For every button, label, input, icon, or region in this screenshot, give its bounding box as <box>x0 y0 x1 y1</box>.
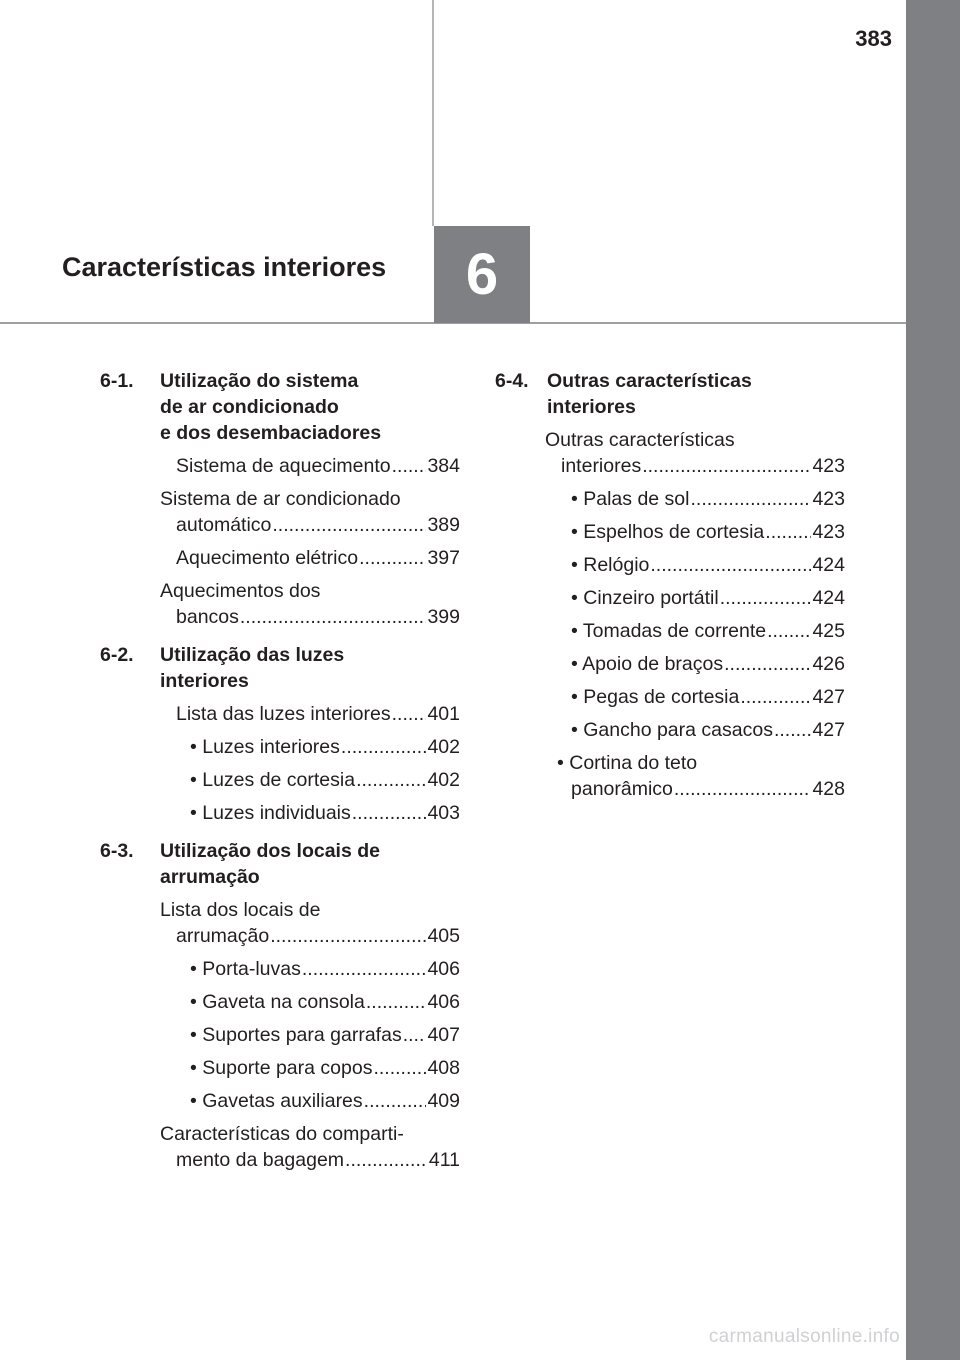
entry-page-number: 408 <box>427 1057 460 1079</box>
dot-leader <box>392 701 427 727</box>
vertical-divider <box>432 0 434 226</box>
dot-leader <box>302 956 427 982</box>
entry-label: • Luzes de cortesia <box>190 769 356 791</box>
toc-subentry[interactable] <box>495 717 845 743</box>
dot-leader <box>240 604 427 630</box>
entry-leader-row <box>176 453 460 479</box>
entry-label: bancos <box>176 606 239 628</box>
entry-page-number: 424 <box>812 587 845 609</box>
entry-label: automático <box>176 514 272 536</box>
entry-page-number: 401 <box>427 703 460 725</box>
section-number: 6-4. <box>495 370 529 392</box>
dot-leader <box>642 453 811 479</box>
entry-label: Sistema de aquecimento <box>176 455 391 477</box>
toc-entry[interactable] <box>100 453 460 479</box>
entry-line: Aquecimentos dos <box>160 580 321 602</box>
toc-entry[interactable] <box>495 427 845 479</box>
entry-label: • Gavetas auxiliares <box>190 1090 363 1112</box>
toc-subentry[interactable] <box>100 956 460 982</box>
section-title-line: de ar condicionado <box>160 396 339 418</box>
toc-entry[interactable] <box>100 1121 460 1173</box>
entry-leader-row <box>571 519 845 545</box>
entry-page-number: 426 <box>812 653 845 675</box>
dot-leader <box>724 651 811 677</box>
entry-label: • Porta-luvas <box>190 958 301 980</box>
section-number: 6-2. <box>100 644 134 666</box>
entry-page-number: 405 <box>427 925 460 947</box>
toc-subentry[interactable] <box>100 1088 460 1114</box>
toc-column-left <box>100 368 460 1173</box>
dot-leader <box>272 512 426 538</box>
entry-page-number: 423 <box>812 521 845 543</box>
entry-label: • Tomadas de corrente <box>571 620 767 642</box>
toc-entry[interactable] <box>100 545 460 571</box>
dot-leader <box>373 1055 426 1081</box>
section-heading <box>495 368 845 420</box>
entry-label: panorâmico <box>571 778 673 800</box>
dot-leader <box>341 734 427 760</box>
dot-leader <box>740 684 811 710</box>
entry-label: Lista das luzes interiores <box>176 703 391 725</box>
entry-leader-row <box>571 486 845 512</box>
toc-subentry[interactable] <box>495 585 845 611</box>
entry-label: • Suportes para garrafas <box>190 1024 402 1046</box>
toc-entry[interactable] <box>100 578 460 630</box>
entry-leader-row <box>571 717 845 743</box>
entry-label: arrumação <box>176 925 270 947</box>
entry-page-number: 389 <box>427 514 460 536</box>
toc-subentry[interactable] <box>495 651 845 677</box>
toc-column-right <box>495 368 845 802</box>
entry-leader-row <box>190 800 460 826</box>
section-title-line: Utilização do sistema <box>160 370 359 392</box>
dot-leader <box>352 800 427 826</box>
entry-leader-row <box>571 552 845 578</box>
entry-label: interiores <box>561 455 642 477</box>
entry-leader-row <box>571 651 845 677</box>
entry-label: • Palas de sol <box>571 488 690 510</box>
chapter-title: Características interiores <box>62 252 387 282</box>
entry-leader-row <box>571 585 845 611</box>
toc-entry[interactable] <box>100 897 460 949</box>
entry-page-number: 428 <box>812 778 845 800</box>
dot-leader <box>767 618 811 644</box>
section-title-line: interiores <box>547 396 636 418</box>
entry-label: • Luzes interiores <box>190 736 340 758</box>
entry-page-number: 425 <box>812 620 845 642</box>
entry-leader-row <box>561 453 845 479</box>
section-title-line: Outras características <box>547 370 752 392</box>
entry-page-number: 427 <box>812 719 845 741</box>
entry-leader-row <box>176 604 460 630</box>
entry-page-number: 403 <box>427 802 460 824</box>
dot-leader <box>690 486 811 512</box>
watermark: carmanualsonline.info <box>708 1326 900 1347</box>
chapter-number-box: 6 <box>434 226 530 323</box>
entry-page-number: 399 <box>427 606 460 628</box>
entry-leader-row <box>176 923 460 949</box>
side-chapter-tab <box>906 0 960 1360</box>
section-number: 6-3. <box>100 840 134 862</box>
toc-entry[interactable] <box>100 701 460 727</box>
entry-leader-row <box>190 989 460 1015</box>
entry-label: • Suporte para copos <box>190 1057 373 1079</box>
dot-leader <box>364 1088 427 1114</box>
entry-leader-row <box>571 684 845 710</box>
toc-subentry[interactable] <box>495 486 845 512</box>
entry-leader-row <box>176 1147 460 1173</box>
entry-leader-row <box>190 1022 460 1048</box>
entry-label: • Gancho para casacos <box>571 719 773 741</box>
toc-subentry[interactable] <box>495 618 845 644</box>
entry-page-number: 402 <box>427 769 460 791</box>
entry-leader-row <box>571 618 845 644</box>
entry-line: Sistema de ar condicionado <box>160 488 401 510</box>
entry-label: • Gaveta na consola <box>190 991 365 1013</box>
entry-label: • Pegas de cortesia <box>571 686 740 708</box>
entry-label: Aquecimento elétrico <box>176 547 359 569</box>
toc-subentry[interactable] <box>495 552 845 578</box>
entry-page-number: 409 <box>427 1090 460 1112</box>
section-title-line: interiores <box>160 670 249 692</box>
entry-page-number: 406 <box>427 991 460 1013</box>
entry-page-number: 407 <box>427 1024 460 1046</box>
entry-label: • Cinzeiro portátil <box>571 587 719 609</box>
entry-line: • Cortina do teto <box>557 752 698 774</box>
dot-leader <box>392 453 427 479</box>
entry-page-number: 384 <box>427 455 460 477</box>
entry-page-number: 423 <box>812 455 845 477</box>
entry-leader-row <box>176 512 460 538</box>
section-title-line: arrumação <box>160 866 260 888</box>
entry-label: • Espelhos de cortesia <box>571 521 765 543</box>
entry-page-number: 424 <box>812 554 845 576</box>
entry-leader-row <box>190 956 460 982</box>
dot-leader <box>403 1022 427 1048</box>
entry-page-number: 411 <box>428 1149 460 1171</box>
dot-leader <box>366 989 427 1015</box>
dot-leader <box>345 1147 428 1173</box>
dot-leader <box>765 519 811 545</box>
section-number: 6-1. <box>100 370 134 392</box>
entry-label: • Relógio <box>571 554 650 576</box>
entry-page-number: 423 <box>812 488 845 510</box>
toc-subentry[interactable] <box>495 750 845 802</box>
dot-leader <box>359 545 426 571</box>
toc-subentry[interactable] <box>100 800 460 826</box>
entry-label: • Luzes individuais <box>190 802 351 824</box>
toc-subentry[interactable] <box>495 519 845 545</box>
section-heading <box>100 838 460 890</box>
dot-leader <box>674 776 812 802</box>
toc-entry[interactable] <box>100 486 460 538</box>
dot-leader <box>720 585 812 611</box>
toc-subentry[interactable] <box>100 989 460 1015</box>
section-title-line: e dos desembaciadores <box>160 422 382 444</box>
entry-page-number: 427 <box>812 686 845 708</box>
dot-leader <box>650 552 811 578</box>
entry-leader-row <box>176 701 460 727</box>
entry-leader-row <box>190 734 460 760</box>
entry-line: Outras características <box>545 429 735 451</box>
section-title-line: Utilização das luzes <box>160 644 345 666</box>
toc-subentry[interactable] <box>100 1022 460 1048</box>
entry-label: • Apoio de braços <box>571 653 724 675</box>
entry-page-number: 406 <box>427 958 460 980</box>
entry-leader-row <box>190 1088 460 1114</box>
dot-leader <box>356 767 426 793</box>
entry-leader-row <box>190 767 460 793</box>
entry-line: Lista dos locais de <box>160 899 321 921</box>
entry-leader-row <box>176 545 460 571</box>
toc-subentry[interactable] <box>100 734 460 760</box>
toc-subentry[interactable] <box>100 1055 460 1081</box>
toc-subentry[interactable] <box>495 684 845 710</box>
entry-label: mento da bagagem <box>176 1149 345 1171</box>
dot-leader <box>270 923 426 949</box>
entry-page-number: 397 <box>427 547 460 569</box>
section-heading <box>100 642 460 694</box>
entry-line: Características do comparti- <box>160 1123 404 1145</box>
entry-page-number: 402 <box>427 736 460 758</box>
entry-leader-row <box>190 1055 460 1081</box>
section-title-line: Utilização dos locais de <box>160 840 380 862</box>
dot-leader <box>774 717 812 743</box>
toc-subentry[interactable] <box>100 767 460 793</box>
entry-leader-row <box>571 776 845 802</box>
page-number: 383 <box>855 26 892 51</box>
section-heading <box>100 368 460 446</box>
